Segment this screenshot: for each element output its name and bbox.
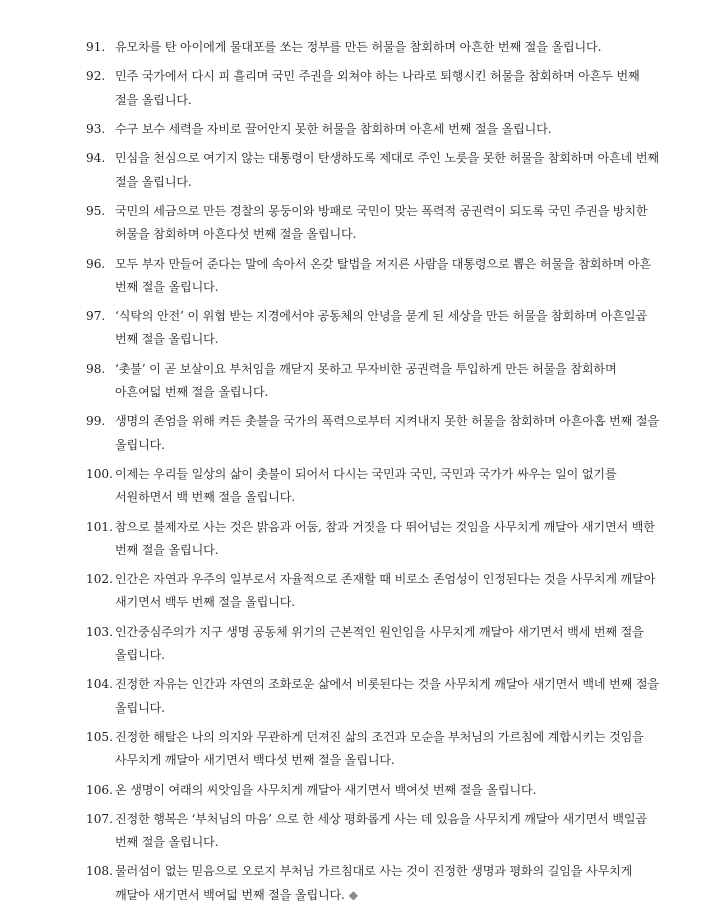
list-item (86, 410, 663, 456)
item-number: 99. (86, 414, 106, 429)
item-text-wrapper (115, 860, 663, 906)
item-number: 108. (86, 864, 113, 879)
item-number: 105. (86, 729, 113, 744)
item-text: ‘식탁의 안전’ 이 위협 받는 지경에서야 공동체의 안녕을 묻게 된 세상을 만든 허물을 참회하며 아흔일곱 번째 절을 올립니다. (115, 309, 647, 347)
item-number: 91. (86, 40, 106, 54)
list-item (86, 779, 663, 802)
end-diamond-icon: ◆ (348, 887, 358, 902)
item-number: 102. (86, 572, 113, 587)
item-text: 민주 국가에서 다시 피 흘리며 국민 주권을 외쳐야 하는 나라로 퇴행시킨 허물을 참회하며 아흔두 번째 절을 올립니다. (115, 69, 640, 107)
list-item (86, 726, 663, 772)
prostration-list (86, 36, 663, 907)
list-item (86, 305, 663, 351)
item-number: 100. (86, 466, 113, 481)
list-item (86, 860, 663, 906)
item-text: 이제는 우리들 일상의 삶이 촛불이 되어서 다시는 국민과 국민, 국민과 국가가 싸우는 일이 없기를 서원하면서 백 번째 절을 올립니다. (115, 466, 617, 505)
item-text: 온 생명이 여래의 씨앗임을 사무치게 깨달아 새기면서 백여섯 번째 절을 올립니다. (115, 782, 537, 797)
item-number: 98. (86, 361, 106, 376)
item-text: 모두 부자 만들어 준다는 말에 속아서 온갖 탈법을 저지른 사람을 대통령으로 뽑은 허물을 참회하며 아흔 번째 절을 올립니다. (115, 256, 652, 294)
item-text: 민심을 천심으로 여기지 않는 대통령이 탄생하도록 제대로 주인 노릇을 못한 허물을 참회하며 아흔네 번째 절을 올립니다. (115, 151, 659, 189)
list-item (86, 65, 663, 111)
item-number: 95. (86, 203, 106, 218)
list-item (86, 673, 663, 719)
list-item (86, 118, 663, 141)
list-item (86, 36, 663, 59)
list-item (86, 463, 663, 509)
item-number: 103. (86, 624, 113, 639)
item-text: 유모차를 탄 아이에게 물대포를 쏘는 정부를 만든 허물을 참회하며 아흔한 번째 절을 올립니다. (115, 40, 602, 54)
item-number: 96. (86, 256, 106, 271)
item-text: 수구 보수 세력을 자비로 끌어안지 못한 허물을 참회하며 아흔세 번째 절을 올립니다. (115, 121, 552, 136)
list-item (86, 147, 663, 193)
item-number: 94. (86, 151, 106, 166)
item-text: 인간은 자연과 우주의 일부로서 자율적으로 존재할 때 비로소 존엄성이 인정된다는 것을 사무치게 깨달아 새기면서 백두 번째 절을 올립니다. (115, 572, 656, 610)
item-text: 진정한 자유는 인간과 자연의 조화로운 삶에서 비롯된다는 것을 사무치게 깨달아 새기면서 백네 번째 절을 올립니다. (115, 677, 659, 715)
list-item (86, 621, 663, 667)
item-number: 107. (86, 811, 113, 826)
item-number: 106. (86, 782, 113, 797)
list-item (86, 808, 663, 854)
item-number: 97. (86, 309, 106, 324)
item-text: 물러섬이 없는 믿음으로 오로지 부처님 가르침대로 사는 것이 진정한 생명과 평화의 길임을 사무치게 깨달아 새기면서 백여덟 번째 절을 올립니다. (115, 864, 633, 902)
item-text: 진정한 행복은 ‘부처님의 마음’ 으로 한 세상 평화롭게 사는 데 있음을 사무치게 깨달아 새기면서 백일곱 번째 절을 올립니다. (115, 811, 647, 850)
list-item (86, 358, 663, 404)
item-text: 국민의 세금으로 만든 경찰의 몽둥이와 방패로 국민이 맞는 폭력적 공권력이 되도록 국민 주권을 방치한 허물을 참회하며 아흔다섯 번째 절을 올립니다. (115, 203, 648, 242)
list-item (86, 253, 663, 299)
item-text: ‘촛불’ 이 곧 보살이요 부처임을 깨닫지 못하고 무자비한 공권력을 투입하게 만든 허물을 참회하며 아흔여덟 번째 절을 올립니다. (115, 361, 617, 399)
item-number: 101. (86, 519, 113, 534)
item-text: 인간중심주의가 지구 생명 공동체 위기의 근본적인 원인임을 사무치게 깨달아 새기면서 백세 번째 절을 올립니다. (115, 624, 644, 662)
list-item (86, 200, 663, 246)
item-number: 93. (86, 121, 106, 136)
item-text: 참으로 불제자로 사는 것은 밝음과 어둠, 참과 거짓을 다 뛰어넘는 것임을 사무치게 깨달아 새기면서 백한 번째 절을 올립니다. (115, 519, 655, 557)
list-item (86, 568, 663, 614)
item-number: 92. (86, 69, 106, 84)
item-text: 진정한 해탈은 나의 의지와 무관하게 던져진 삶의 조건과 모순을 부처님의 가르침에 계합시키는 것임을 사무치게 깨달아 새기면서 백다섯 번째 절을 올립니다. (115, 729, 644, 768)
item-text: 생명의 존엄을 위해 켜든 촛불을 국가의 폭력으로부터 지켜내지 못한 허물을 참회하며 아흔아홉 번째 절을 올립니다. (115, 414, 659, 452)
item-number: 104. (86, 677, 113, 692)
list-item (86, 516, 663, 562)
